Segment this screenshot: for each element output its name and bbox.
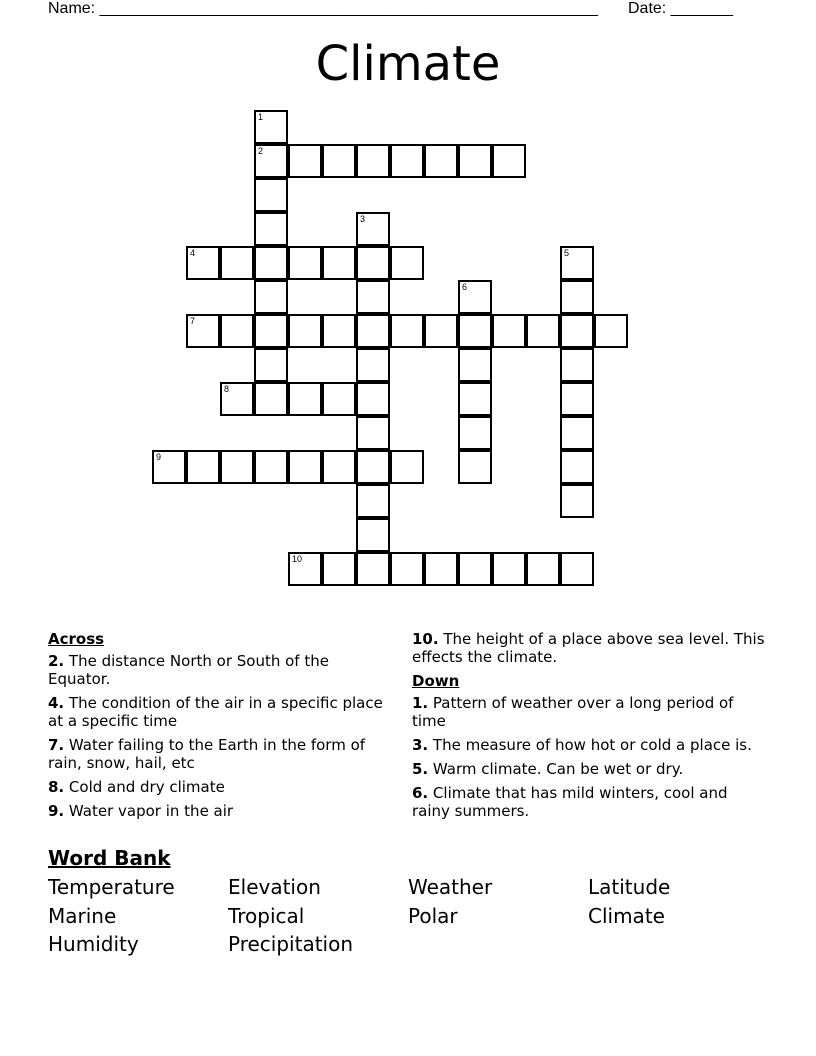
clue-text: Water failing to the Earth in the form of rain, snow, hail, etc	[48, 736, 366, 772]
crossword-cell[interactable]	[220, 246, 254, 280]
clue-text: The height of a place above sea level. This effects the climate.	[412, 630, 765, 666]
crossword-cell[interactable]	[458, 144, 492, 178]
word-bank-word: Precipitation	[228, 932, 354, 956]
crossword-cell[interactable]	[458, 450, 492, 484]
puzzle-title: Climate	[315, 36, 501, 92]
clue-number-label: 7	[190, 316, 196, 326]
crossword-cell[interactable]	[492, 314, 526, 348]
clue-down-3	[412, 736, 768, 754]
clue-text: The condition of the air in a specific place at a specific time	[48, 694, 383, 730]
crossword-cell[interactable]	[560, 450, 594, 484]
crossword-cell[interactable]	[356, 450, 390, 484]
crossword-cell[interactable]	[322, 382, 356, 416]
date-field-label: Date: _______	[628, 0, 733, 17]
crossword-cell[interactable]	[322, 552, 356, 586]
word-bank-word: Elevation	[228, 875, 321, 899]
down-heading: Down	[412, 672, 460, 690]
crossword-cell[interactable]	[424, 144, 458, 178]
clue-number-label: 1	[258, 112, 264, 122]
crossword-cell[interactable]	[390, 450, 424, 484]
clue-text: Warm climate. Can be wet or dry.	[432, 760, 684, 778]
clue-text: Climate that has mild winters, cool and rainy summers.	[412, 784, 728, 820]
crossword-cell[interactable]	[424, 314, 458, 348]
clue-number-label: 2	[258, 146, 264, 156]
crossword-cell[interactable]	[356, 348, 390, 382]
crossword-cell[interactable]	[560, 416, 594, 450]
clue-text: Water vapor in the air	[68, 802, 234, 820]
crossword-cell[interactable]	[560, 484, 594, 518]
crossword-cell[interactable]	[288, 382, 322, 416]
clue-across-2	[48, 652, 388, 688]
word-bank-title: Word Bank	[48, 846, 171, 870]
crossword-cell[interactable]	[254, 178, 288, 212]
clues-column-right	[412, 630, 768, 826]
crossword-cell[interactable]	[526, 314, 560, 348]
crossword-cell[interactable]	[254, 314, 288, 348]
crossword-cell[interactable]	[390, 246, 424, 280]
clue-number: 1.	[412, 694, 429, 712]
crossword-cell[interactable]	[560, 382, 594, 416]
word-bank-word: Humidity	[48, 932, 139, 956]
crossword-cell[interactable]	[322, 246, 356, 280]
clue-across-9	[48, 802, 388, 820]
crossword-cell[interactable]	[254, 450, 288, 484]
crossword-cell[interactable]	[322, 144, 356, 178]
crossword-cell[interactable]	[458, 552, 492, 586]
clue-text: Pattern of weather over a long period of time	[412, 694, 734, 730]
crossword-cell[interactable]	[526, 552, 560, 586]
crossword-cell[interactable]	[560, 552, 594, 586]
crossword-cell[interactable]	[390, 144, 424, 178]
crossword-cell[interactable]	[254, 246, 288, 280]
clue-number-label: 3	[360, 214, 366, 224]
clue-number-label: 9	[156, 452, 162, 462]
crossword-cell[interactable]	[356, 552, 390, 586]
clue-number: 6.	[412, 784, 429, 802]
clue-down-1	[412, 694, 768, 730]
crossword-cell[interactable]	[356, 314, 390, 348]
crossword-cell[interactable]	[390, 314, 424, 348]
crossword-cell[interactable]	[220, 382, 254, 416]
crossword-cell[interactable]	[220, 450, 254, 484]
clue-across-4	[48, 694, 388, 730]
crossword-cell[interactable]	[288, 450, 322, 484]
crossword-cell[interactable]	[458, 416, 492, 450]
word-bank-word: Marine	[48, 904, 117, 928]
clue-number: 3.	[412, 736, 429, 754]
crossword-cell[interactable]	[458, 280, 492, 314]
crossword-cell[interactable]	[560, 246, 594, 280]
crossword-cell[interactable]	[458, 314, 492, 348]
clue-text: Cold and dry climate	[68, 778, 225, 796]
clue-number: 10.	[412, 630, 439, 648]
word-bank-word: Polar	[408, 904, 458, 928]
word-bank-word: Climate	[588, 904, 665, 928]
word-bank-word: Latitude	[588, 875, 671, 899]
clue-number-label: 8	[224, 384, 230, 394]
clue-number: 7.	[48, 736, 65, 754]
crossword-cell[interactable]	[288, 314, 322, 348]
clue-down-5	[412, 760, 768, 778]
word-bank-word: Temperature	[48, 875, 175, 899]
crossword-cell[interactable]	[356, 416, 390, 450]
crossword-cell[interactable]	[560, 280, 594, 314]
crossword-cell[interactable]	[356, 212, 390, 246]
crossword-cell[interactable]	[186, 314, 220, 348]
crossword-cell[interactable]	[560, 348, 594, 382]
crossword-cell[interactable]	[458, 382, 492, 416]
clue-across-7	[48, 736, 388, 772]
clue-text: The measure of how hot or cold a place is.	[432, 736, 752, 754]
crossword-cell[interactable]	[424, 552, 458, 586]
clue-number: 2.	[48, 652, 65, 670]
crossword-cell[interactable]	[254, 382, 288, 416]
crossword-cell[interactable]	[322, 314, 356, 348]
crossword-cell[interactable]	[356, 144, 390, 178]
crossword-cell[interactable]	[356, 382, 390, 416]
crossword-cell[interactable]	[152, 450, 186, 484]
crossword-cell[interactable]	[254, 110, 288, 144]
clue-number: 5.	[412, 760, 429, 778]
crossword-cell[interactable]	[220, 314, 254, 348]
crossword-cell[interactable]	[322, 450, 356, 484]
crossword-cell[interactable]	[288, 144, 322, 178]
name-field-label: Name: ________________________________________________________	[48, 0, 598, 17]
clue-text: The distance North or South of the Equator.	[48, 652, 329, 688]
crossword-cell[interactable]	[390, 552, 424, 586]
crossword-cell[interactable]	[492, 144, 526, 178]
word-bank-word: Weather	[408, 875, 493, 899]
word-bank-word: Tropical	[228, 904, 305, 928]
crossword-cell[interactable]	[560, 314, 594, 348]
clue-number: 9.	[48, 802, 65, 820]
crossword-cell[interactable]	[254, 212, 288, 246]
clue-across-8	[48, 778, 388, 796]
crossword-cell[interactable]	[186, 246, 220, 280]
clue-across-10	[412, 630, 768, 666]
crossword-cell[interactable]	[356, 280, 390, 314]
crossword-cell[interactable]	[458, 348, 492, 382]
crossword-cell[interactable]	[254, 280, 288, 314]
clue-number: 4.	[48, 694, 65, 712]
crossword-cell[interactable]	[254, 144, 288, 178]
clue-number-label: 6	[462, 282, 468, 292]
crossword-cell[interactable]	[356, 484, 390, 518]
clue-number-label: 4	[190, 248, 196, 258]
crossword-cell[interactable]	[254, 348, 288, 382]
crossword-cell[interactable]	[594, 314, 628, 348]
clue-number-label: 10	[292, 554, 303, 564]
across-heading: Across	[48, 630, 105, 648]
crossword-cell[interactable]	[356, 246, 390, 280]
clues-column-left	[48, 630, 388, 826]
clue-number: 8.	[48, 778, 65, 796]
crossword-cell[interactable]	[288, 246, 322, 280]
clue-number-label: 5	[564, 248, 570, 258]
crossword-cell[interactable]	[186, 450, 220, 484]
clue-down-6	[412, 784, 768, 820]
crossword-cell[interactable]	[288, 552, 322, 586]
crossword-cell[interactable]	[356, 518, 390, 552]
crossword-cell[interactable]	[492, 552, 526, 586]
